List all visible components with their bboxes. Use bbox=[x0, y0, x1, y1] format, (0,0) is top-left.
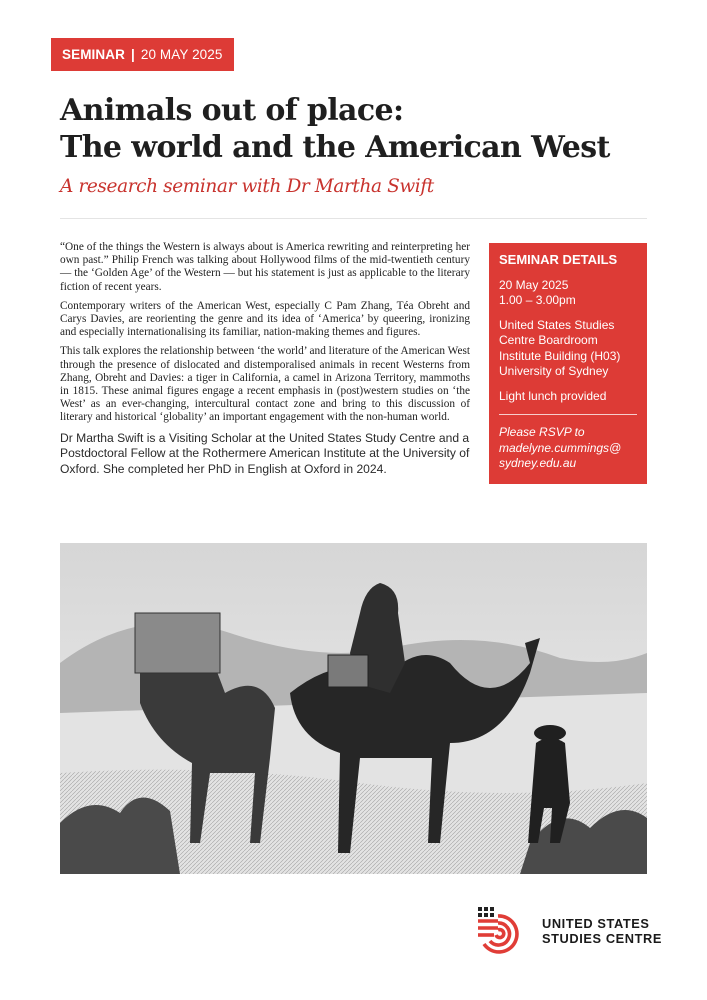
seminar-date-tag bbox=[51, 38, 234, 71]
header-divider bbox=[60, 218, 647, 219]
ussc-logo-text bbox=[542, 916, 662, 946]
abstract-paragraph: Contemporary writers of the American West, especially C Pam Zhang, Téa Obreht and Carys Davies, are reorienting the genre and its idea of ‘America’ by queering, ironizing and especially internationalising its familiar, nation-making themes and figures. bbox=[60, 299, 470, 339]
venue-line: Centre Boardroom bbox=[499, 333, 598, 347]
title-line-2: The world and the American West bbox=[60, 130, 610, 165]
details-venue bbox=[499, 318, 637, 380]
details-date: 20 May 2025 bbox=[499, 277, 569, 292]
page-title bbox=[60, 92, 660, 166]
seminar-abstract bbox=[60, 241, 470, 483]
rsvp-line: Please RSVP to bbox=[499, 425, 585, 439]
details-lunch: Light lunch provided bbox=[499, 389, 637, 416]
details-time: 1.00 – 3.00pm bbox=[499, 293, 576, 307]
page-subtitle: A research seminar with Dr Martha Swift bbox=[60, 176, 434, 197]
details-rsvp bbox=[499, 425, 637, 472]
details-heading: SEMINAR DETAILS bbox=[499, 252, 618, 267]
ussc-logo bbox=[476, 904, 686, 960]
rsvp-email-line[interactable]: sydney.edu.au bbox=[499, 456, 577, 470]
event-date-label: 20 MAY 2025 bbox=[140, 47, 223, 62]
rsvp-email-line[interactable]: madelyne.cummings@ bbox=[499, 440, 622, 455]
tag-separator: | bbox=[130, 47, 135, 62]
ussc-logo-mark-icon bbox=[476, 904, 532, 960]
camel-caravan-illustration bbox=[60, 543, 647, 874]
logo-line-1: UNITED STATES bbox=[542, 916, 650, 931]
logo-line-2: STUDIES CENTRE bbox=[542, 931, 663, 946]
venue-line: University of Sydney bbox=[499, 364, 609, 378]
abstract-paragraph: “One of the things the Western is always about is America rewriting and reinterpreting her own past.” Philip French was talking about Hollywood films of the mid-twentieth century — the ‘Golden Age’ of the Western — but his statement is just as applicable to the literary fiction of recent years. bbox=[60, 241, 470, 293]
speaker-bio: Dr Martha Swift is a Visiting Scholar at the United States Study Centre and a Postdoctoral Fellow at the Rothermere American Institute at the University of Oxford. She completed her PhD in English at Oxford in 2024. bbox=[60, 430, 470, 476]
details-datetime bbox=[499, 278, 637, 309]
venue-line: United States Studies bbox=[499, 317, 615, 332]
title-line-1: Animals out of place: bbox=[60, 93, 404, 128]
abstract-paragraph: This talk explores the relationship between ‘the world’ and literature of the American West through the presence of dislocated and distemporalised animals in recent Westerns from Zhang, Obreht and Davies: a tiger in California, a camel in Arizona Territory, mammoths in 1815. These animal figures engage a recent emphasis in (post)western studies on ‘the West’ as an ever-changing, intercultural contact zone and bring to this discussion of literary and historical ‘globality’ an important engagement with the non-human world. bbox=[60, 345, 470, 424]
seminar-details-box bbox=[489, 243, 647, 484]
event-type-label: SEMINAR bbox=[62, 47, 125, 62]
venue-line: Institute Building (H03) bbox=[499, 348, 621, 363]
engraving-svg bbox=[60, 543, 647, 874]
